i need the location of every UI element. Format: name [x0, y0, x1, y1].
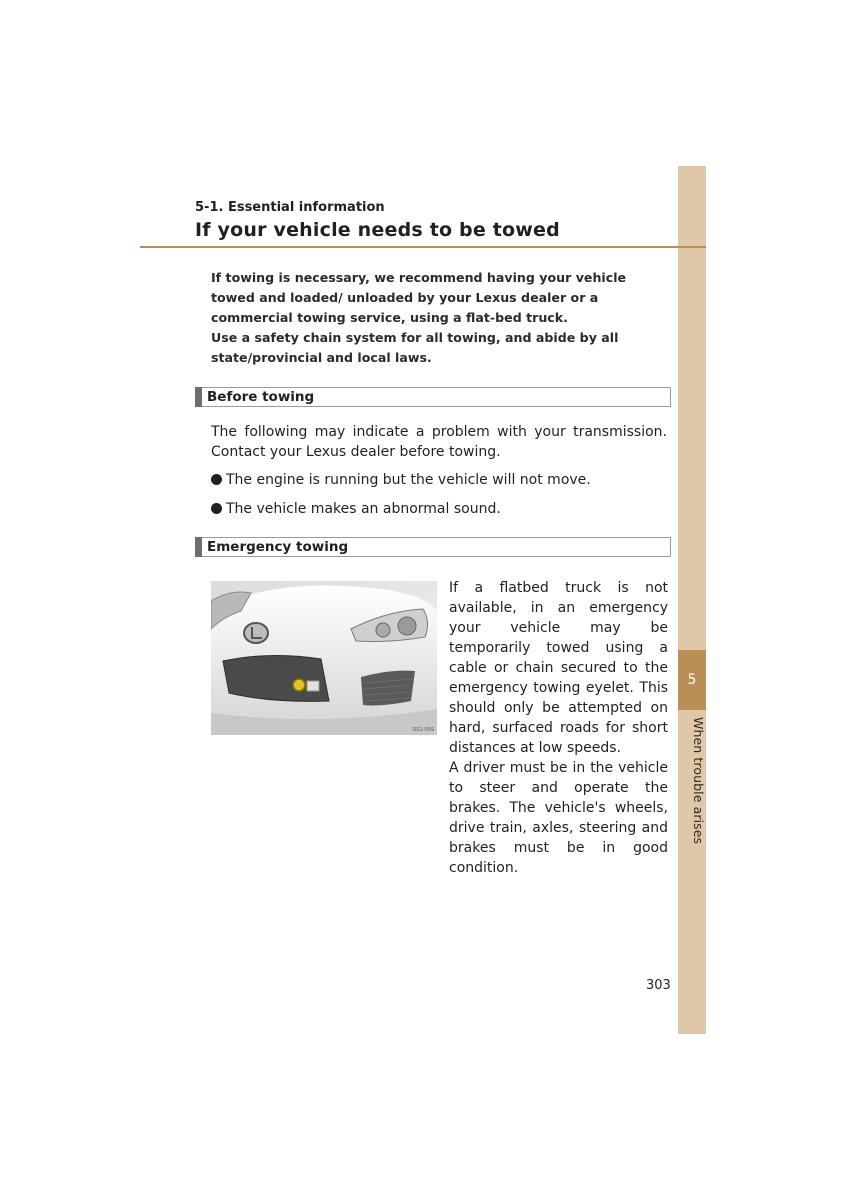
car-front-illustration [211, 581, 437, 735]
intro-text [211, 268, 671, 368]
photo-code: OS1-009 [412, 727, 434, 733]
chapter-side-tab [678, 166, 706, 1034]
page-title: If your vehicle needs to be towed [195, 219, 560, 241]
intro-paragraph-1: If towing is necessary, we recommend having your vehicle towed and loaded/ unloaded by your Lexus dealer or a commercial towing service, using a flat-bed truck. [211, 270, 627, 325]
intro-paragraph-2: Use a safety chain system for all towing, and abide by all state/provincial and local laws. [211, 330, 619, 365]
list-item [211, 470, 591, 490]
section-label: 5-1. Essential information [195, 200, 385, 215]
chapter-title: When trouble arises [691, 717, 706, 845]
bullet-icon [211, 503, 222, 514]
bullet-text: The vehicle makes an abnormal sound. [226, 501, 501, 517]
before-towing-text: The following may indicate a problem with your transmission. Contact your Lexus dealer before towing. [211, 424, 667, 460]
heading-marker [195, 387, 202, 407]
emergency-towing-heading-label: Emergency towing [207, 539, 349, 555]
list-item [211, 499, 501, 519]
before-towing-heading [195, 387, 671, 407]
title-divider [140, 246, 706, 248]
emergency-towing-heading [195, 537, 671, 557]
emergency-paragraph-2: A driver must be in the vehicle to steer and operate the brakes. The vehicle's wheels, drive train, axles, steering and brakes must be in good condition. [449, 760, 668, 876]
heading-marker [195, 537, 202, 557]
before-towing-heading-label: Before towing [207, 389, 315, 405]
page-number: 303 [646, 978, 671, 993]
towing-eyelet-photo [211, 581, 437, 735]
emergency-towing-text [449, 578, 668, 878]
bullet-icon [211, 474, 222, 485]
bullet-text: The engine is running but the vehicle will not move. [226, 472, 591, 488]
emergency-paragraph-1: If a flatbed truck is not available, in an emergency your vehicle may be temporarily towed using a cable or chain secured to the emergency towing eyelet. This should only be attempted on hard, surfaced roads for short distances at low speeds. [449, 580, 668, 756]
chapter-number: 5 [678, 650, 706, 710]
